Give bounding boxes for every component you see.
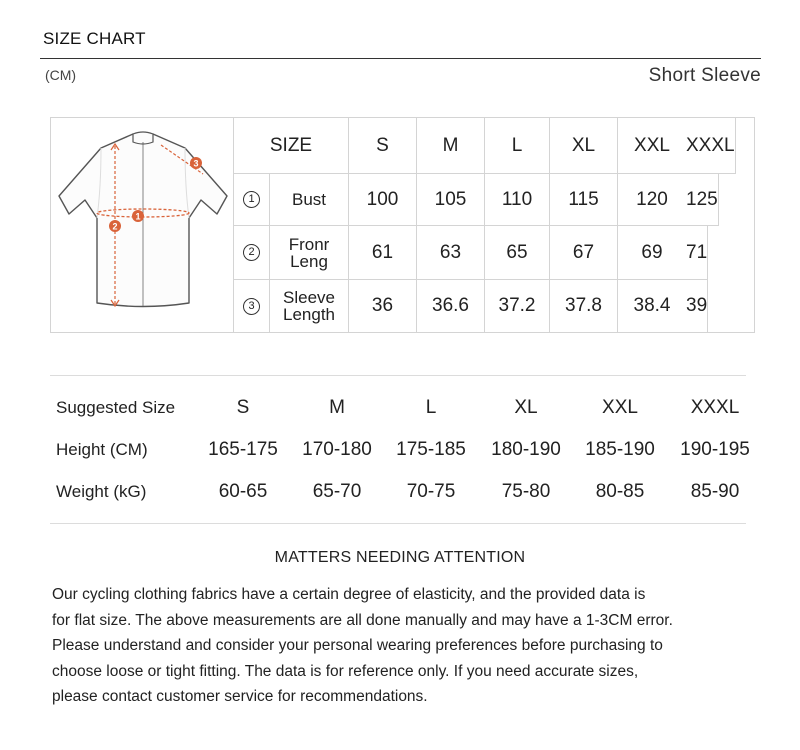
measurement-value: 67 xyxy=(550,226,618,280)
suggested-value: 65-70 xyxy=(312,481,362,502)
sleeve-type-label: Short Sleeve xyxy=(648,65,761,86)
measurement-value: 61 xyxy=(349,226,417,280)
measurement-value: 65 xyxy=(485,226,550,280)
row-number-badge: 2 xyxy=(243,244,260,261)
measurement-value: 71 xyxy=(686,226,708,280)
attention-line: choose loose or tight fitting. The data is for reference only. If you need accurate sizes, xyxy=(52,662,639,680)
suggested-value: 175-185 xyxy=(396,439,466,460)
suggested-row xyxy=(0,478,800,506)
suggested-value: S xyxy=(236,397,250,418)
svg-text:3: 3 xyxy=(193,158,199,169)
size-column-header: M xyxy=(417,118,485,174)
suggested-value: XL xyxy=(514,397,538,418)
suggested-row-label: Suggested Size xyxy=(56,398,176,417)
measurement-value: 36 xyxy=(349,280,417,332)
suggested-value: 180-190 xyxy=(491,439,561,460)
size-column-header: S xyxy=(349,118,417,174)
suggested-value: 165-175 xyxy=(208,439,278,460)
measurement-table xyxy=(50,117,755,333)
size-column-header: XXL xyxy=(618,118,686,174)
attention-line: for flat size. The above measurements are all done manually and may have a 1-3CM error. xyxy=(52,611,673,629)
measurement-value: 105 xyxy=(417,174,485,226)
measurement-label xyxy=(270,174,349,226)
suggested-value: 60-65 xyxy=(218,481,268,502)
measurement-label xyxy=(270,226,349,280)
jersey-diagram xyxy=(51,118,234,332)
jersey-icon xyxy=(51,118,234,332)
measurement-value: 125 xyxy=(686,174,719,226)
suggested-top-divider xyxy=(50,375,746,376)
suggested-row-label: Height (CM) xyxy=(56,440,148,459)
header-divider xyxy=(40,58,761,59)
attention-line: Please understand and consider your personal wearing preferences before purchasing to xyxy=(52,637,663,654)
measurement-value: 115 xyxy=(550,174,618,226)
unit-label: (CM) xyxy=(45,67,77,83)
suggested-value: L xyxy=(425,397,437,418)
measurement-value: 100 xyxy=(349,174,417,226)
suggested-value: 80-85 xyxy=(595,481,645,502)
row-number-badge: 1 xyxy=(243,191,260,208)
size-column-header: XXXL xyxy=(686,118,736,174)
measurement-label-line: Leng xyxy=(290,251,328,271)
measurement-value: 37.2 xyxy=(485,280,550,332)
row-number xyxy=(234,280,270,332)
page-title: SIZE CHART xyxy=(43,29,146,48)
suggested-value: XXL xyxy=(602,397,638,418)
svg-text:1: 1 xyxy=(135,211,141,222)
measurement-value: 36.6 xyxy=(417,280,485,332)
suggested-value: 190-195 xyxy=(680,439,750,460)
measurement-label-line: Fronr xyxy=(288,234,330,254)
suggested-row xyxy=(0,436,800,464)
suggested-bottom-divider xyxy=(50,523,746,524)
attention-line: please contact customer service for recommendations. xyxy=(52,688,428,705)
measurement-value: 38.4 xyxy=(633,295,671,316)
attention-title: MATTERS NEEDING ATTENTION xyxy=(274,549,526,566)
size-header: SIZE xyxy=(234,118,349,174)
measurement-label-line: Bust xyxy=(291,190,327,209)
measurement-value: 110 xyxy=(485,174,550,226)
measurement-value: 37.8 xyxy=(550,280,618,332)
row-number-badge: 3 xyxy=(243,298,260,315)
suggested-value: 85-90 xyxy=(690,481,740,502)
row-number xyxy=(234,174,270,226)
suggested-row xyxy=(0,394,800,422)
size-column-header: L xyxy=(485,118,550,174)
measurement-grid xyxy=(234,118,754,332)
measurement-value: 63 xyxy=(417,226,485,280)
suggested-value: 75-80 xyxy=(501,481,551,502)
measurement-value: 120 xyxy=(618,174,686,226)
suggested-value: 70-75 xyxy=(406,481,456,502)
suggested-row-label: Weight (kG) xyxy=(56,482,147,501)
suggested-value: XXXL xyxy=(690,397,740,418)
suggested-value: 170-180 xyxy=(302,439,372,460)
attention-line: Our cycling clothing fabrics have a certain degree of elasticity, and the provided data is xyxy=(52,586,646,603)
measurement-label-line: Length xyxy=(283,305,335,324)
row-number xyxy=(234,226,270,280)
svg-text:2: 2 xyxy=(112,221,118,232)
size-column-header: XL xyxy=(550,118,618,174)
suggested-value: 185-190 xyxy=(585,439,655,460)
measurement-value: 69 xyxy=(618,226,686,280)
measurement-label xyxy=(270,280,349,332)
measurement-label-line: Sleeve xyxy=(283,288,335,307)
attention-paragraph xyxy=(52,582,772,710)
suggested-value: M xyxy=(329,397,345,418)
measurement-value: 39 xyxy=(686,280,708,332)
